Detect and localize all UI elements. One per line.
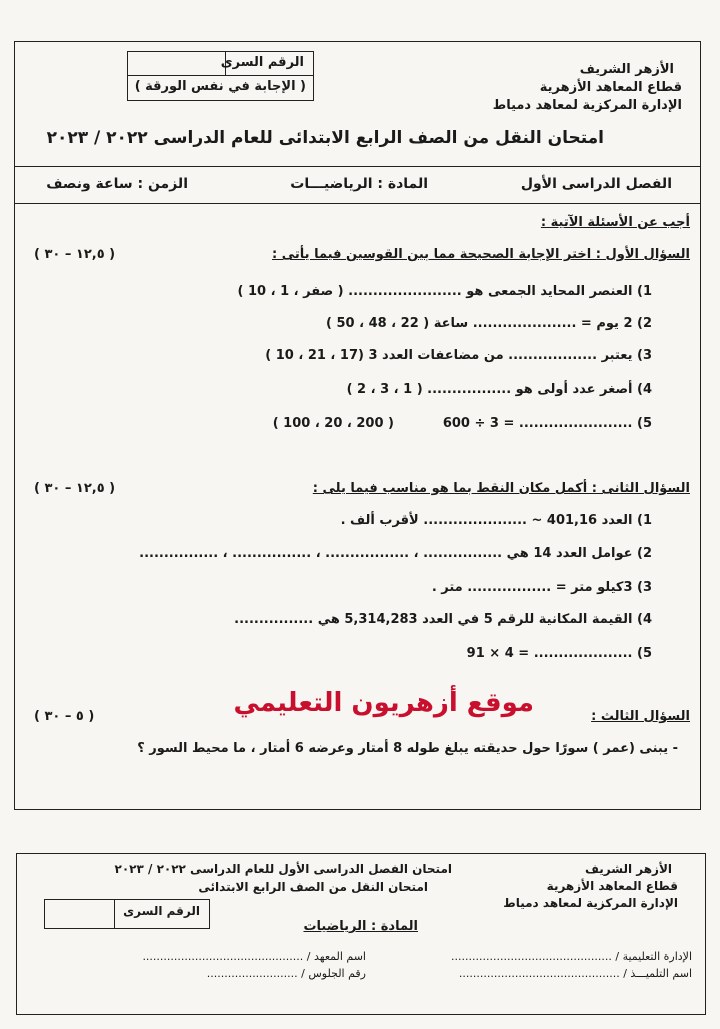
footer-org-line-2: قطاع المعاهد الأزهرية — [546, 879, 678, 893]
secret-number-divider — [127, 75, 313, 76]
q2-title: السؤال الثانى : أكمل مكان النقط بما هو مناسب فيما يلى : — [312, 481, 690, 496]
footer-slip-border — [16, 853, 706, 1015]
q3-title: السؤال الثالث : — [591, 709, 690, 724]
footer-exam-line-1: امتحان الفصل الدراسى الأول للعام الدراسى ٢٠٢٢ / ٢٠٢٣ — [114, 862, 452, 876]
q1-item-5-choices: ( 200 ، 20 ، 100 ) — [272, 416, 394, 431]
q2-marks: ( ١٢,٥ – ٣٠ ) — [34, 481, 116, 496]
secret-number-label: الرقم السرى — [220, 55, 304, 70]
footer-secret-number-label: الرقم السرى — [123, 904, 200, 918]
q1-item-1: 1) العنصر المحايد الجمعى هو ....................... ( صفر ، 1 ، 10 ) — [237, 284, 652, 299]
q1-item-4: 4) أصغر عدد أولى هو ................. ( 1 ، 3 ، 2 ) — [346, 382, 652, 397]
q1-item-5: 5) ....................... = 3 ÷ 600 — [442, 416, 652, 431]
term-label: الفصل الدراسى الأول — [520, 176, 672, 192]
org-line-3: الإدارة المركزية لمعاهد دمياط — [492, 98, 682, 113]
q2-item-5: 5) .................... = 4 × 91 — [466, 646, 652, 661]
exam-title: امتحان النقل من الصف الرابع الابتدائى للعام الدراسى ٢٠٢٢ / ٢٠٢٣ — [46, 128, 604, 148]
footer-student-name-field[interactable]: اسم التلميـــذ / .............................................. — [458, 967, 692, 980]
q3-marks: ( ٥ – ٣٠ ) — [34, 709, 95, 724]
q2-item-3: 3) 3كيلو متر = ................. متر . — [431, 580, 652, 595]
footer-exam-line-2: امتحان النقل من الصف الرابع الابتدائى — [198, 880, 428, 894]
q2-item-2: 2) عوامل العدد 14 هي ................ ، ................. ، ................ ، ................ — [139, 546, 652, 561]
q1-title: السؤال الأول : اختر الإجابة الصحيحة مما بين القوسين فيما يأتى : — [272, 247, 690, 262]
q1-marks: ( ١٢,٥ – ٣٠ ) — [34, 247, 116, 262]
site-watermark: موقع أزهريون التعليمي — [233, 688, 534, 718]
time-label: الزمن : ساعة ونصف — [46, 176, 188, 192]
header-rule-bottom — [14, 203, 700, 204]
q3-text: - يبنى (عمر ) سورًا حول حديقته يبلغ طوله 8 أمتار وعرضه 6 أمتار ، ما محيط السور ؟ — [137, 741, 678, 756]
instructions: أجب عن الأسئلة الآتية : — [540, 215, 690, 230]
q2-item-1: 1) العدد 401,16 ~ ..................... لأقرب ألف . — [340, 513, 652, 528]
footer-institute-field[interactable]: اسم المعهد / .............................................. — [142, 950, 366, 963]
q1-item-3: 3) يعتبر .................. من مضاعفات العدد 3 (17 ، 21 ، 10 ) — [265, 348, 652, 363]
org-line-2: قطاع المعاهد الأزهرية — [539, 80, 682, 95]
q1-item-2: 2) 2 يوم = ..................... ساعة ( 22 ، 48 ، 50 ) — [326, 316, 652, 331]
footer-org-line-3: الإدارة المركزية لمعاهد دمياط — [503, 896, 678, 910]
footer-subject: المادة : الرياضيات — [303, 919, 418, 934]
footer-org-line-1: الأزهر الشريف — [584, 862, 672, 876]
q2-item-4: 4) القيمة المكانية للرقم 5 في العدد 5,314,283 هي ................ — [234, 612, 652, 627]
header-rule-top — [14, 166, 700, 167]
footer-secret-number-vdivider — [114, 899, 115, 928]
answer-note: ( الإجابة في نفس الورقة ) — [134, 79, 306, 94]
org-line-1: الأزهر الشريف — [579, 62, 674, 77]
footer-seat-number-field[interactable]: رقم الجلوس / .......................... — [206, 967, 366, 980]
subject-label: المادة : الرياضيـــات — [290, 176, 428, 192]
footer-directorate-field[interactable]: الإدارة التعليمية / .............................................. — [451, 950, 692, 963]
